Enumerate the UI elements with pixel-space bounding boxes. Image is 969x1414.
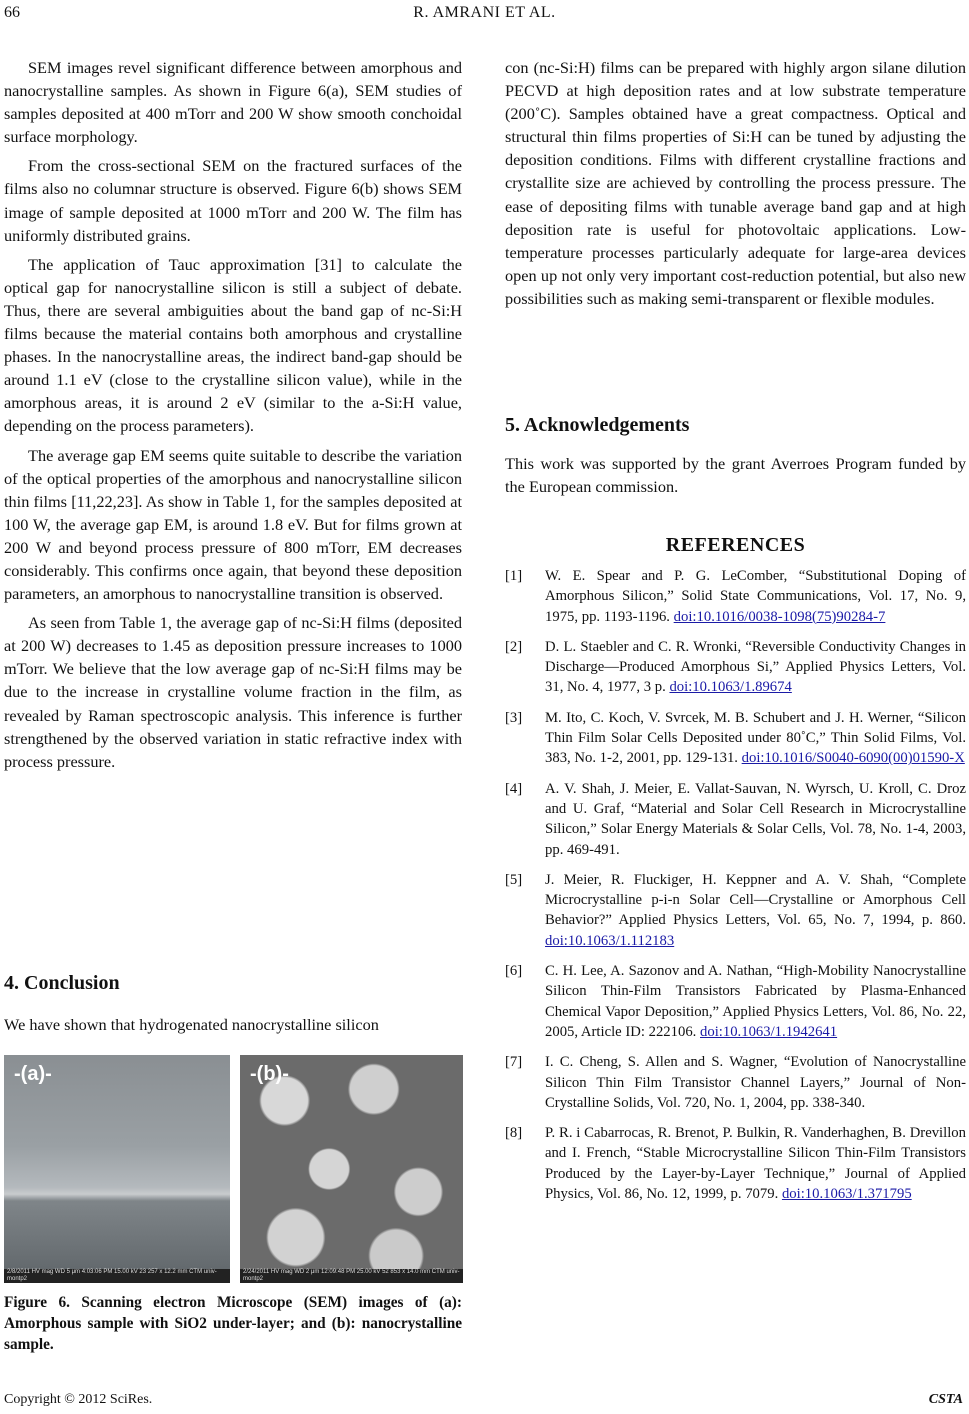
reference-item [505,1123,966,1204]
reference-number: [1] [505,568,523,584]
doi-link[interactable]: doi:10.1016/0038-1098(75)90284-7 [673,608,886,625]
section-heading-acknowledgements: 5. Acknowledgements [505,414,690,436]
paragraph: The application of Tauc approximation [31] to calculate the optical gap for nanocrystalline silicon is still a subject of debate. Thus, there are several ambiguities about the band gap of nc-Si:H films because the material contains both amorphous and crystalline phases. In the nanocrystalline areas, the indirect band-gap should be around 1.1 eV (close to the crystalline silicon value), while in the amorphous areas, it is around 2 eV (similar to the a-Si:H value, depending on the process parameters). [4,254,462,436]
left-column [4,56,462,773]
sem-info-bar-b: 2/24/2011 HV mag WD 2 μm 12:09:48 PM 25.00 kV 52 853 x 14.0 mm CTM univ-montp2 [240,1269,463,1283]
references-list [505,566,966,1214]
sem-image-a [4,1055,230,1283]
reference-number: [8] [505,1125,523,1142]
paragraph: The average gap EM seems quite suitable to describe the variation of the optical properties of the amorphous and nanocrystalline silicon thin films [11,22,23]. As show in Table 1, for the samples deposited at 100 W, the average gap EM, is around 1.8 eV. But for films grown at 200 W and beyond process pressure of 800 mTorr, EM decreases considerably. This confirms once again, that beyond these deposition parameters, an amorphous to nanocrystalline transition is observed. [4,445,462,604]
section-heading-conclusion: 4. Conclusion [4,972,120,994]
reference-text: J. Meier, R. Fluckiger, H. Keppner and A. V. Shah, “Complete Microcrystalline p-i-n Solar Cell—Crystalline or Amorphous Cell Behavior?” Applied Physics Letters, Vol. 65, No. 7, 1994, p. 860. [545,871,966,929]
conclusion-paragraph: We have shown that hydrogenated nanocrystalline silicon [4,1015,379,1034]
reference-number: [3] [505,709,523,726]
running-title: R. AMRANI ET AL. [413,4,556,21]
reference-item [505,1052,966,1113]
reference-text: D. L. Staebler and C. R. Wronki, “Reversible Conductivity Changes in Discharge—Produced Amorphous Si,” Applied Physics Letters, Vol. 31, No. 4, 1977, 3 p. [545,638,966,696]
reference-text: C. H. Lee, A. Sazonov and A. Nathan, “High-Mobility Nanocrystalline Silicon Thin-Film Transistors Fabricated by Plasma-Enhanced Chemical Vapor Deposition,” Applied Physics Letters, Vol. 86, No. 22, 2005, Article ID: 222106. [545,963,966,1040]
sem-info-bar-a: 2/8/2011 HV mag WD 5 μm 4:03:06 PM 15.00 kV 23 257 x 12.2 mm CTM univ-montp2 [4,1269,230,1283]
reference-item [505,566,966,627]
reference-item [505,779,966,860]
acknowledgements-paragraph: This work was supported by the grant Averroes Program funded by the European commission. [505,454,966,497]
reference-text: P. R. i Cabarrocas, R. Brenot, P. Bulkin, R. Vanderhaghen, B. Drevillon and I. French, “Stable Microcrystalline Silicon Thin-Film Transistors Produced by the Layer-by-Layer Technique,” Journal of Applied Physics, Vol. 86, No. 12, 1999, p. 7079. [545,1125,966,1203]
figure-6 [4,1055,463,1283]
doi-link[interactable]: doi:10.1063/1.1942641 [700,1023,838,1040]
reference-text: W. E. Spear and P. G. LeComber, “Substitutional Doping of Amorphous Silicon,” Solid State Communications, Vol. 17, No. 9, 1975, pp. 1193-1196. [545,568,966,625]
reference-item [505,637,966,698]
reference-item [505,870,966,951]
doi-link[interactable]: doi:10.1016/S0040-6090(00)01590-X [741,750,965,767]
paragraph: From the cross-sectional SEM on the fractured surfaces of the films also no columnar structure is observed. Figure 6(b) shows SEM image of sample deposited at 1000 mTorr and 200 W. The film has uniformly distributed grains. [4,156,462,245]
reference-text: M. Ito, C. Koch, V. Svrcek, M. B. Schubert and J. H. Werner, “Silicon Thin Film Solar Cells Deposited under 80˚C,” Thin Solid Films, Vol. 383, No. 1-2, 2001, pp. 129-131. [545,709,966,767]
page-number: 66 [4,4,20,21]
reference-text: I. C. Cheng, S. Allen and S. Wagner, “Evolution of Nanocrystalline Silicon Thin Film Transistor Channel Layers,” Journal of Non-Crystalline Solids, Vol. 720, No. 1, 2004, pp. 338-340. [545,1054,966,1111]
figure-caption: Figure 6. Scanning electron Microscope (SEM) images of (a): Amorphous sample with SiO2 under-layer; and (b): nanocrystalline sample. [4,1294,462,1353]
paragraph: As seen from Table 1, the average gap of nc-Si:H films (deposited at 200 W) decreases to 1.45 as deposition pressure increases to 1000 mTorr. We believe that the low average gap of nc-Si:H films may be due to the increase in crystalline volume fraction in the film, as revealed by Raman spectroscopic analysis. This inference is further strengthened by the observed variation in static refractive index with process pressure. [4,613,462,771]
reference-number: [4] [505,780,523,797]
reference-number: [6] [505,963,523,980]
doi-link[interactable]: doi:10.1063/1.112183 [545,932,675,949]
journal-name: CSTA [928,1392,963,1407]
reference-number: [2] [505,638,523,655]
reference-number: [7] [505,1054,523,1071]
panel-label-b: -(b)- [250,1063,289,1085]
doi-link[interactable]: doi:10.1063/1.89674 [669,679,792,696]
sem-image-b [240,1055,463,1283]
doi-link[interactable]: doi:10.1063/1.371795 [781,1186,912,1203]
panel-label-a: -(a)- [14,1063,52,1085]
right-column [505,56,966,310]
reference-text: A. V. Shah, J. Meier, E. Vallat-Sauvan, N. Wyrsch, U. Kroll, C. Droz and U. Graf, “Material and Solar Cell Research in Microcrystalline Silicon,” Solar Energy Materials & Solar Cells, Vol. 78, No. 1-4, 2003, pp. 469-491. [545,780,966,858]
reference-number: [5] [505,871,523,888]
reference-item [505,961,966,1042]
paragraph: con (nc-Si:H) films can be prepared with highly argon silane dilution PECVD at high deposition rates and at low substrate temperature (200˚C). Samples obtained have a great compactness. Optical and structural thin films properties of Si:H can be tuned by adjusting the deposition conditions. Films with different crystalline fractions and crystallite size are achieved by controlling the process pressure. The ease of depositing films with tunable average band gap and at high deposition rate is useful for photovoltaic applications. Low-temperature processes particularly adequate for large-area devices open up not only very important cost-reduction potential, but also new possibilities such as making semi-transparent or flexible modules. [505,58,966,308]
paragraph: SEM images revel significant difference between amorphous and nanocrystalline samples. As shown in Figure 6(a), SEM studies of samples deposited at 400 mTorr and 200 W show smooth conchoidal surface morphology. [4,58,462,147]
copyright: Copyright © 2012 SciRes. [4,1392,153,1407]
reference-item [505,708,966,769]
references-title: REFERENCES [665,534,806,556]
